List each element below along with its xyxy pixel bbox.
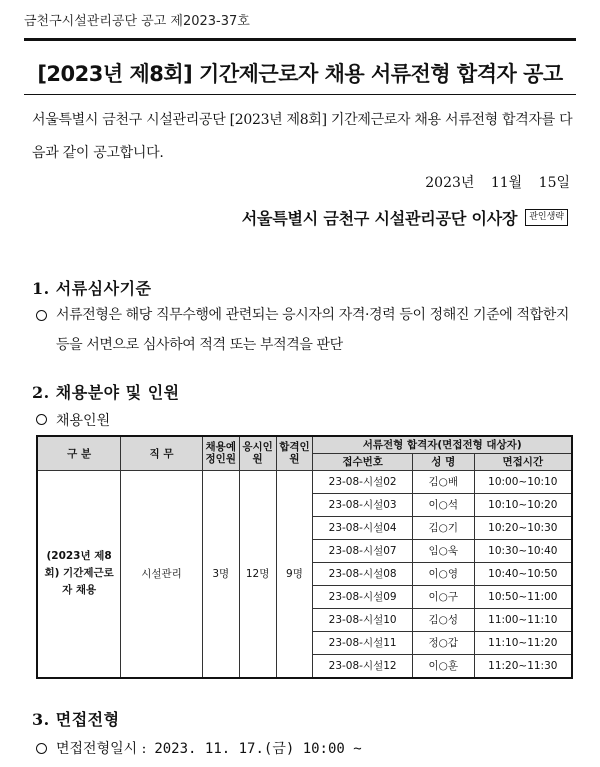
cell-name: 이○구 bbox=[412, 585, 474, 608]
cell-name: 이○석 bbox=[412, 493, 474, 516]
header-planned: 채용예정인원 bbox=[202, 436, 239, 470]
cell-name: 이○영 bbox=[412, 562, 474, 585]
cell-time: 10:40~10:50 bbox=[474, 562, 572, 585]
document-number: 금천구시설관리공단 공고 제2023-37호 bbox=[24, 14, 250, 29]
table-row bbox=[37, 470, 572, 493]
section-3-heading: 3. 면접전형 bbox=[32, 710, 120, 729]
cell-time: 10:20~10:30 bbox=[474, 516, 572, 539]
interview-line bbox=[36, 738, 362, 758]
hollow-circle-bullet-icon bbox=[36, 743, 47, 754]
cell-reg-no: 23-08-시설10 bbox=[313, 608, 413, 631]
header-duty: 직 무 bbox=[121, 436, 203, 470]
group-planned: 3명 bbox=[202, 470, 239, 678]
group-category: (2023년 제8회) 기간제근로자 채용 bbox=[37, 470, 121, 678]
header-passed: 합격인원 bbox=[276, 436, 313, 470]
cell-reg-no: 23-08-시설02 bbox=[313, 470, 413, 493]
header-reg-no: 접수번호 bbox=[313, 453, 413, 470]
section-1-bullet bbox=[36, 300, 576, 360]
header-applicants: 응시인원 bbox=[239, 436, 276, 470]
group-duty: 시설관리 bbox=[121, 470, 203, 678]
cell-time: 11:10~11:20 bbox=[474, 631, 572, 654]
header-rule-thin bbox=[24, 94, 576, 95]
cell-name: 김○기 bbox=[412, 516, 474, 539]
issuer-name: 서울특별시 금천구 시설관리공단 이사장 bbox=[241, 209, 518, 228]
cell-name: 김○성 bbox=[412, 608, 474, 631]
cell-reg-no: 23-08-시설03 bbox=[313, 493, 413, 516]
cell-name: 임○욱 bbox=[412, 539, 474, 562]
notice-date: 2023년 11월 15일 bbox=[425, 175, 570, 191]
cell-reg-no: 23-08-시설11 bbox=[313, 631, 413, 654]
cell-reg-no: 23-08-시설04 bbox=[313, 516, 413, 539]
section-2-heading: 2. 채용분야 및 인원 bbox=[32, 383, 180, 402]
hiring-table bbox=[36, 435, 573, 679]
intro-paragraph: 서울특별시 금천구 시설관리공단 [2023년 제8회] 기간제근로자 채용 서류전형 합격자를 다음과 같이 공고합니다. bbox=[32, 112, 573, 161]
hollow-circle-bullet-icon bbox=[36, 414, 47, 425]
hollow-circle-bullet-icon bbox=[36, 310, 47, 321]
page-title: [2023년 제8회] 기간제근로자 채용 서류전형 합격자 공고 bbox=[37, 62, 563, 86]
section-1-text: 서류전형은 해당 직무수행에 관련되는 응시자의 자격·경력 등이 정해진 기준에 적합한지 등을 서면으로 심사하여 적격 또는 부적격을 판단 bbox=[56, 307, 569, 353]
cell-name: 이○훈 bbox=[412, 654, 474, 678]
cell-time: 11:20~11:30 bbox=[474, 654, 572, 678]
header-result-group: 서류전형 합격자(면접전형 대상자) bbox=[313, 436, 572, 453]
header-interview-time: 면접시간 bbox=[474, 453, 572, 470]
cell-time: 10:50~11:00 bbox=[474, 585, 572, 608]
cell-time: 10:30~10:40 bbox=[474, 539, 572, 562]
cell-name: 정○갑 bbox=[412, 631, 474, 654]
section-2-sub-label: 채용인원 bbox=[56, 413, 111, 429]
group-passed: 9명 bbox=[276, 470, 313, 678]
group-applicants: 12명 bbox=[239, 470, 276, 678]
header-category: 구 분 bbox=[37, 436, 121, 470]
cell-time: 10:10~10:20 bbox=[474, 493, 572, 516]
cell-reg-no: 23-08-시설08 bbox=[313, 562, 413, 585]
cell-reg-no: 23-08-시설12 bbox=[313, 654, 413, 678]
header-name: 성 명 bbox=[412, 453, 474, 470]
cell-time: 11:00~11:10 bbox=[474, 608, 572, 631]
cell-reg-no: 23-08-시설07 bbox=[313, 539, 413, 562]
interview-datetime: 2023. 11. 17.(금) 10:00 ~ bbox=[154, 741, 362, 757]
issuer-block bbox=[242, 206, 568, 229]
section-2-sub bbox=[36, 410, 110, 430]
cell-time: 10:00~10:10 bbox=[474, 470, 572, 493]
interview-label: 면접전형일시 : bbox=[56, 741, 147, 757]
cell-reg-no: 23-08-시설09 bbox=[313, 585, 413, 608]
header-rule-thick bbox=[24, 38, 576, 41]
section-1-heading: 1. 서류심사기준 bbox=[32, 279, 152, 298]
seal-omitted-box: 관인생략 bbox=[525, 209, 568, 226]
cell-name: 김○배 bbox=[412, 470, 474, 493]
